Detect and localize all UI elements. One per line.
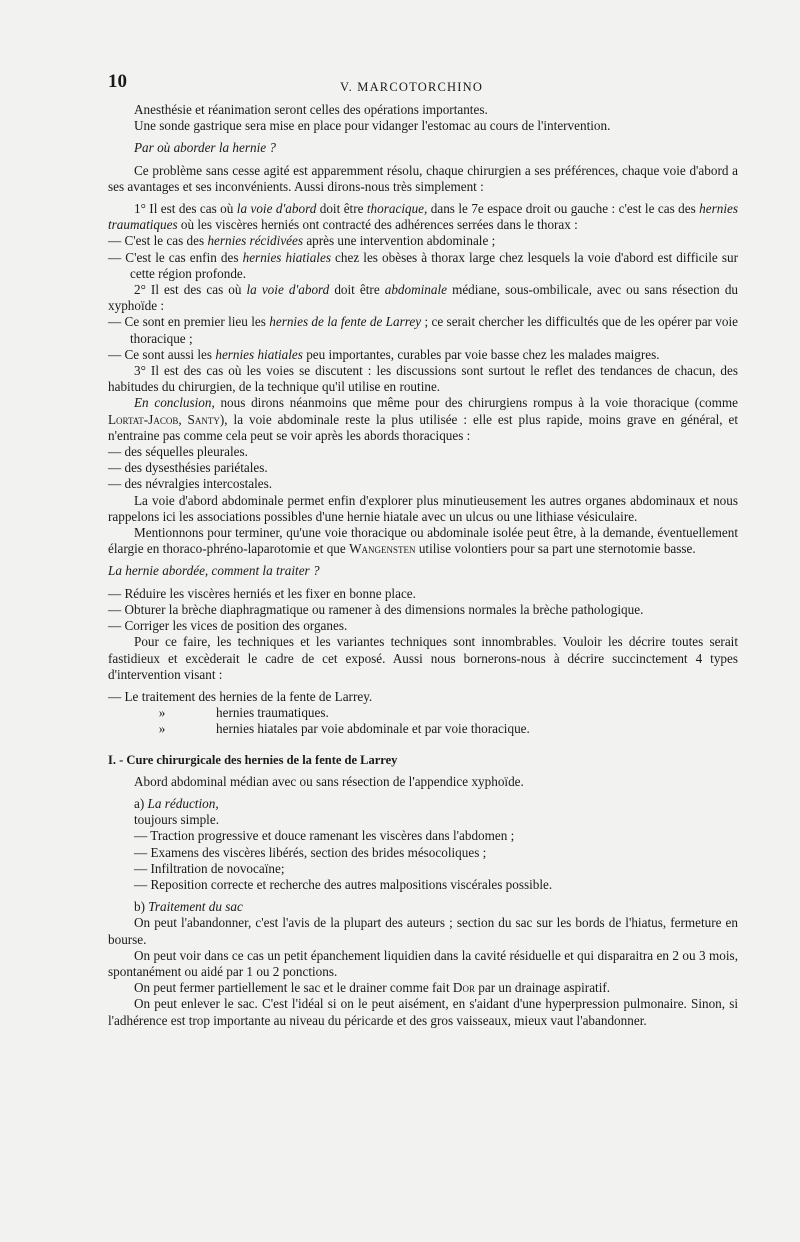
page-body	[108, 71, 739, 1029]
list-item: — Traction progressive et douce ramenant les viscères dans l'abdomen ;	[134, 828, 515, 844]
numbered-paragraph-2: 2° Il est des cas où la voie d'abord doit être abdominale médiane, sous-ombilicale, avec ou sans résection du xyphoïde :	[108, 282, 739, 314]
subsection-heading: a) La réduction,	[134, 795, 219, 811]
paragraph: Abord abdominal médian avec ou sans résection de l'appendice xyphoïde.	[134, 773, 524, 789]
list-item: — C'est le cas enfin des hernies hiatiales chez les obèses à thorax large chez lesquels la voie d'abord est difficile sur cette région profonde.	[108, 249, 739, 281]
paragraph: Ce problème sans cesse agité est apparemment résolu, chaque chirurgien a ses préférences, chaque voie d'abord a ses avantages et ses inconvénients. Aussi dirons-nous très simplement :	[108, 162, 738, 194]
list-item: — des névralgies intercostales.	[108, 476, 273, 492]
list-item: — Obturer la brèche diaphragmatique ou ramener à des dimensions normales la brèche pathologique.	[108, 601, 644, 617]
list-item: — Infiltration de novocaïne;	[134, 860, 285, 876]
page-number: 10	[108, 71, 127, 92]
list-item: — Examens des viscères libérés, section des brides mésocoliques ;	[134, 844, 487, 860]
list-item: — Le traitement des hernies de la fente de Larrey.	[108, 688, 373, 704]
list-item: — Ce sont aussi les hernies hiatiales peu importantes, curables par voie basse chez les malades maigres.	[108, 346, 660, 362]
section-heading: I. - Cure chirurgicale des hernies de la fente de Larrey	[108, 752, 398, 767]
numbered-paragraph-3: 3° Il est des cas où les voies se discutent : les discussions sont surtout le reflet des tendances de chacun, des habitudes du chirurgien, de la technique qu'il utilise en routine.	[108, 363, 738, 395]
list-item: — des dysesthésies pariétales.	[108, 460, 268, 476]
paragraph: On peut voir dans ce cas un petit épanchement liquidien dans la cavité résiduelle et qui disparaitra en 2 ou 3 mois, spontanément ou aidé par 1 ou 2 ponctions.	[108, 947, 738, 979]
subsection-heading: b) Traitement du sac	[134, 899, 243, 915]
list-item: » hernies hiatales par voie abdominale et par voie thoracique.	[108, 721, 738, 737]
list-item: — C'est le cas des hernies récidivées après une intervention abdominale ;	[108, 233, 496, 249]
question-heading: La hernie abordée, comment la traiter ?	[108, 563, 320, 579]
question-heading: Par où aborder la hernie ?	[134, 140, 276, 156]
ditto-mark: »	[158, 721, 166, 737]
page-header	[108, 71, 738, 96]
list-item: — Reposition correcte et recherche des autres malpositions viscérales possible.	[134, 876, 553, 892]
running-title: V. MARCOTORCHINO	[340, 80, 484, 94]
list-item: — des séquelles pleurales.	[108, 444, 248, 460]
paragraph: Une sonde gastrique sera mise en place pour vidanger l'estomac au cours de l'intervention.	[134, 118, 611, 134]
list-item: — Corriger les vices de position des organes.	[108, 618, 348, 634]
paragraph: toujours simple.	[134, 812, 219, 828]
list-item: — Ce sont en premier lieu les hernies de la fente de Larrey ; ce serait chercher les difficultés que de les opérer par voie thoracique ;	[108, 314, 739, 346]
paragraph: On peut l'abandonner, c'est l'avis de la plupart des auteurs ; section du sac sur les bords de l'hiatus, fermeture en bourse.	[108, 915, 738, 947]
paragraph: La voie d'abord abdominale permet enfin d'explorer plus minutieusement les autres organes abdominaux et nous rappelons ici les associations possibles d'une hernie hiatale avec un ulcus ou une lithiase vésiculaire.	[108, 492, 738, 524]
paragraph: On peut fermer partiellement le sac et le drainer comme fait Dor par un drainage aspiratif.	[134, 980, 611, 996]
ditto-mark: »	[158, 705, 166, 721]
list-item: — Réduire les viscères herniés et les fixer en bonne place.	[108, 585, 416, 601]
paragraph: On peut enlever le sac. C'est l'idéal si on le peut aisément, en s'aidant d'une hyperpression pulmonaire. Sinon, si l'adhérence est trop importante au niveau du péricarde et des gros vaisseaux, mieux vaut l'abandonner.	[108, 996, 738, 1028]
paragraph: Pour ce faire, les techniques et les variantes techniques sont innombrables. Vouloir les décrire toutes serait fastidieux et excèderait le cadre de cet exposé. Aussi nous bornerons-nous à décrire succinctement 4 types d'intervention visant :	[108, 634, 738, 682]
numbered-paragraph-1: 1° Il est des cas où la voie d'abord doit être thoracique, dans le 7e espace droit ou gauche : c'est le cas des hernies traumatiques où les viscères herniés ont contracté des adhérences serrées dans le thorax :	[108, 201, 738, 233]
list-item: » hernies traumatiques.	[108, 705, 738, 721]
conclusion-paragraph: En conclusion, nous dirons néanmoins que même pour des chirurgiens rompus à la voie thoracique (comme Lortat-Jacob, Santy), la voie abdominale reste la plus utilisée : elle est plus rapide, moins grave en général, et n'entraine pas comme cela peut se voir après les abords thoraciques :	[108, 395, 738, 443]
paragraph: Mentionnons pour terminer, qu'une voie thoracique ou abdominale isolée peut être, à la demande, éventuellement élargie en thoraco-phréno-laparotomie et que Wangensten utilise volontiers pour sa part une sternotomie basse.	[108, 525, 738, 557]
paragraph: Anesthésie et réanimation seront celles des opérations importantes.	[134, 102, 488, 117]
